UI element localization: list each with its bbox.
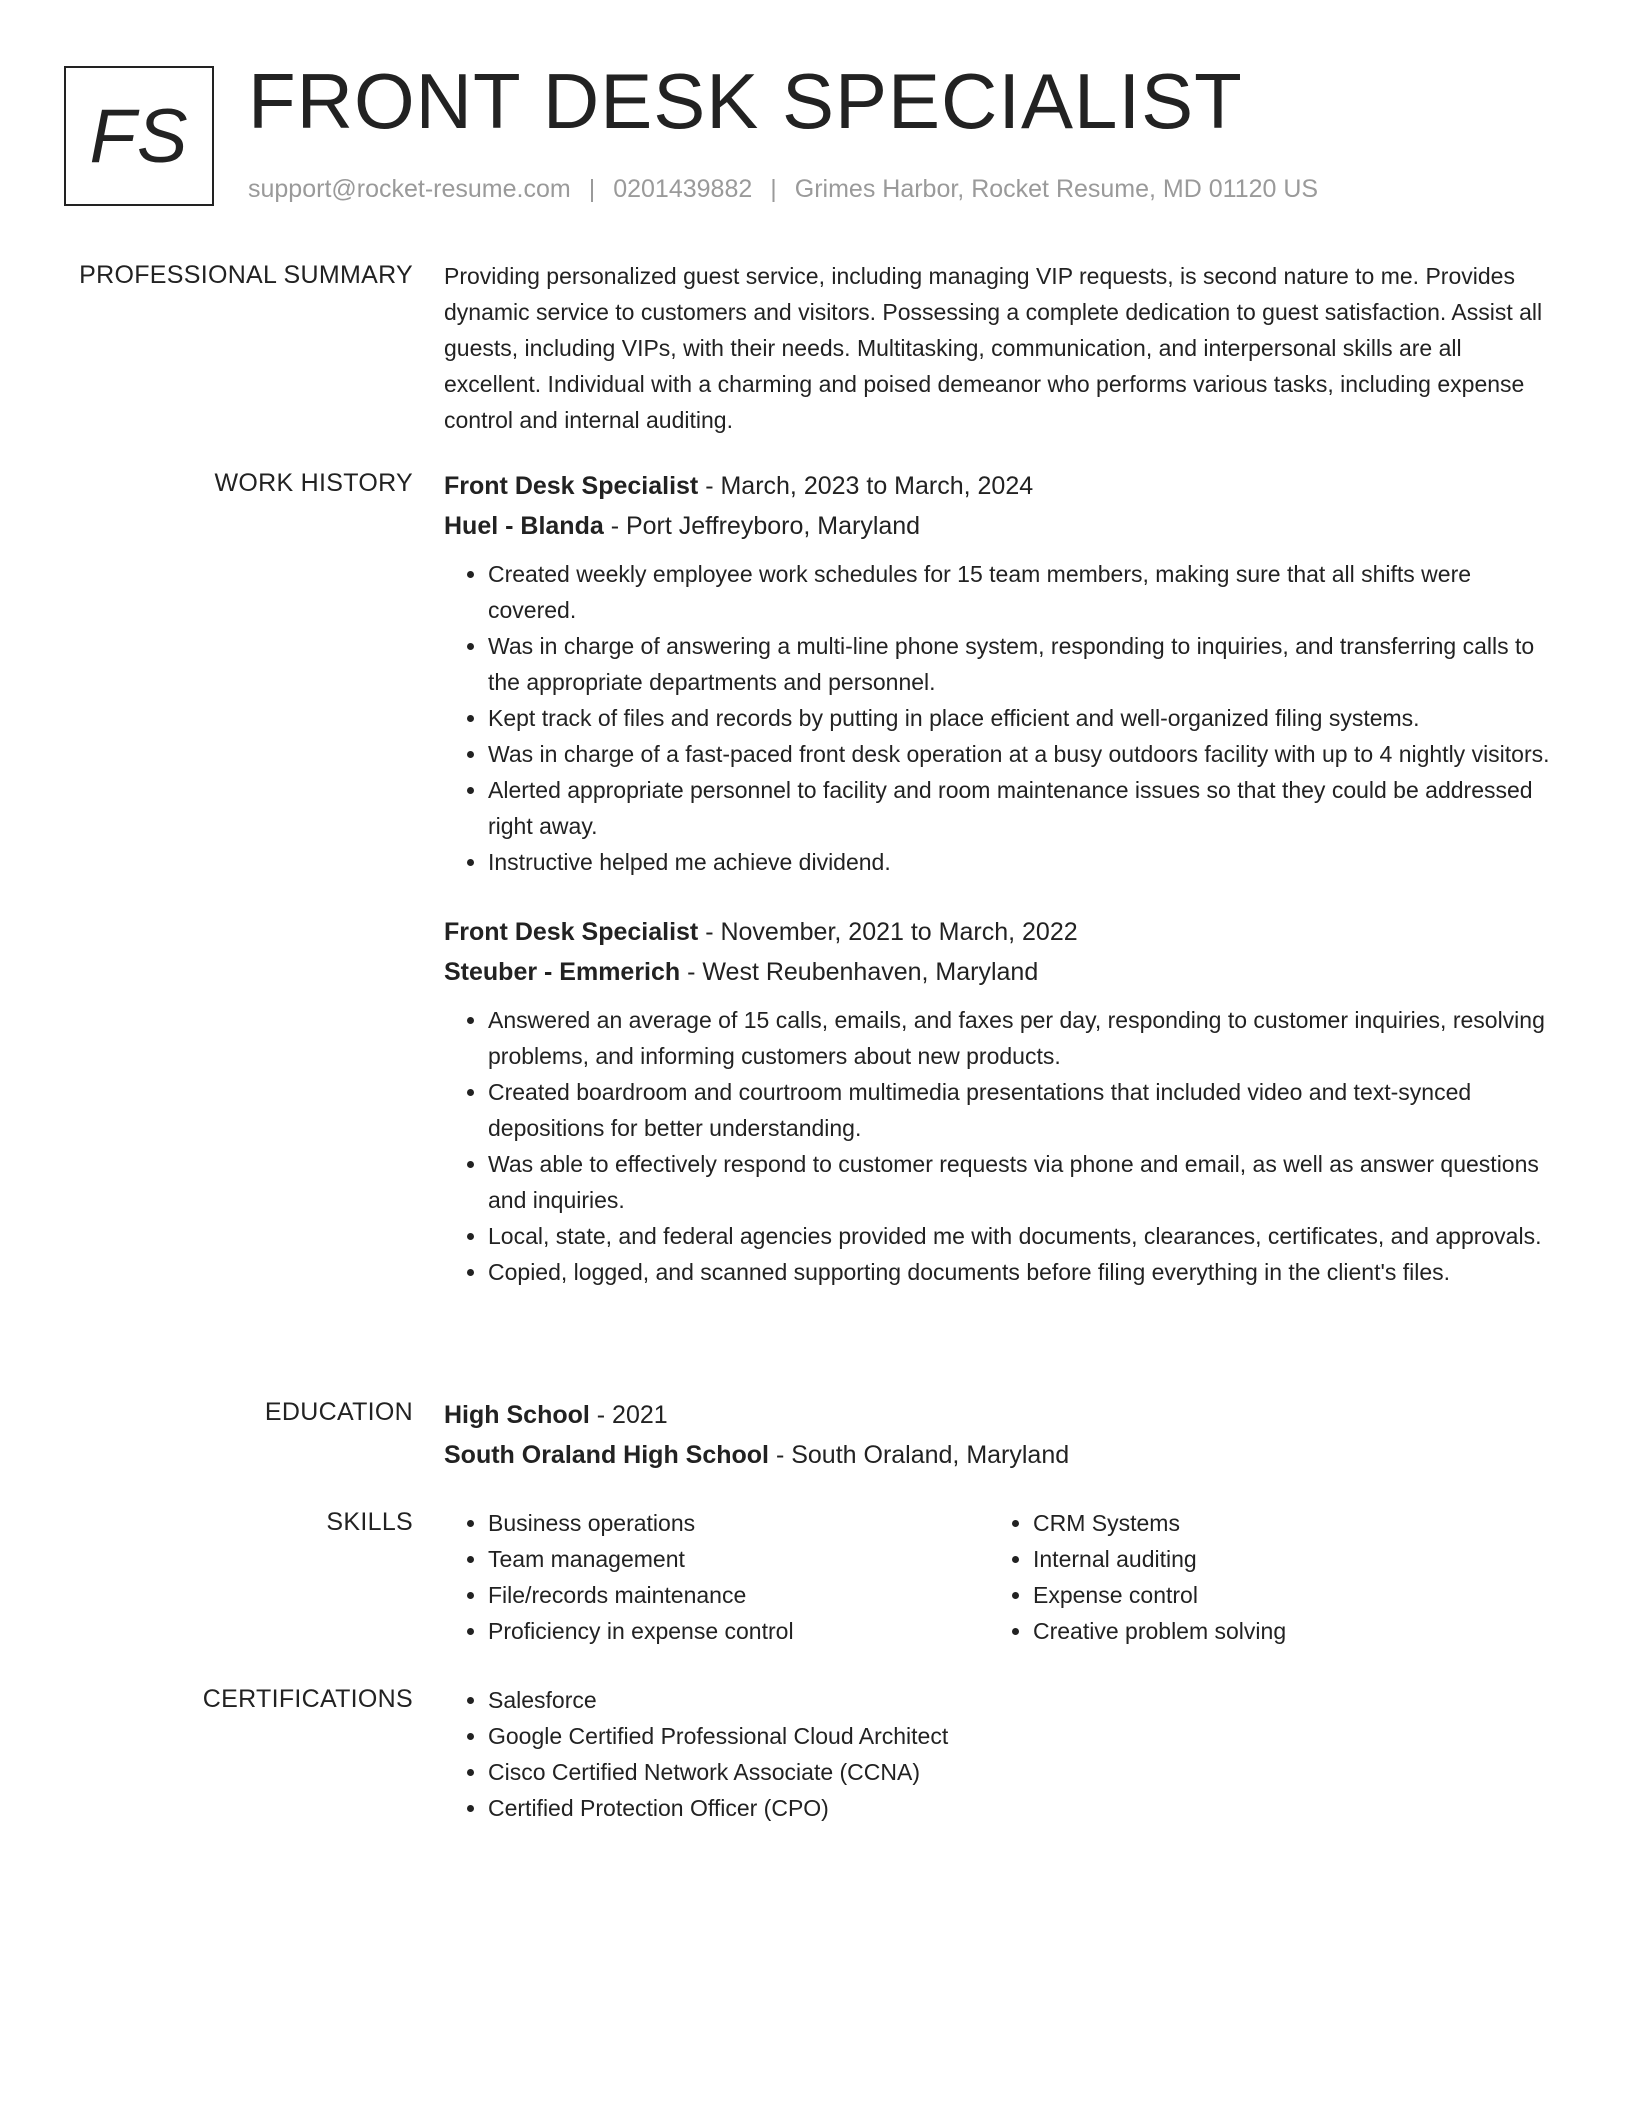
education-location: - South Oraland, Maryland — [769, 1441, 1070, 1469]
list-item: • Local, state, and federal agencies provided me with documents, clearances, certificates, and approvals. — [488, 1218, 1554, 1254]
section-title-summary: PROFESSIONAL SUMMARY — [79, 261, 413, 289]
section-title-skills: SKILLS — [326, 1508, 413, 1536]
list-item: • Copied, logged, and scanned supporting documents before filing everything in the client's files. — [488, 1254, 1554, 1290]
list-item: • Alerted appropriate personnel to facility and room maintenance issues so that they could be addressed right away. — [488, 772, 1554, 844]
education-degree-line — [444, 1395, 1554, 1435]
list-item: • Was in charge of answering a multi-line phone system, responding to inquiries, and transferring calls to the appropriate departments and personnel. — [488, 628, 1554, 700]
skills-body — [444, 1505, 1554, 1649]
monogram: FS — [64, 66, 214, 206]
skills-list-left — [444, 1505, 989, 1649]
list-item: • CRM Systems — [1033, 1505, 1534, 1541]
job-location: - Port Jeffreyboro, Maryland — [603, 512, 921, 540]
job-entry — [444, 466, 1554, 880]
education-year: - 2021 — [589, 1401, 668, 1429]
job-role: Front Desk Specialist — [444, 472, 699, 500]
page-title: FRONT DESK SPECIALIST — [248, 57, 1243, 145]
skills-list-right — [989, 1505, 1534, 1649]
skills-columns — [444, 1505, 1554, 1649]
summary-body — [444, 258, 1554, 438]
job-company-line — [444, 506, 1554, 546]
contact-separator: | — [770, 175, 777, 203]
contact-separator: | — [588, 175, 596, 203]
job-location: - West Reubenhaven, Maryland — [680, 958, 1039, 986]
list-item: • Certified Protection Officer (CPO) — [488, 1790, 1144, 1826]
job-dates: - November, 2021 to March, 2022 — [698, 918, 1078, 946]
list-item: • Google Certified Professional Cloud Architect — [488, 1718, 1144, 1754]
job-company-line — [444, 952, 1554, 992]
list-item: • Proficiency in expense control — [488, 1613, 989, 1649]
list-item: • Kept track of files and records by putting in place efficient and well-organized filing systems. — [488, 700, 1554, 736]
contact-email[interactable]: support@rocket-resume.com — [248, 175, 571, 203]
list-item: • Internal auditing — [1033, 1541, 1534, 1577]
job-title-line — [444, 466, 1554, 506]
contact-line — [248, 172, 1318, 206]
job-title-line — [444, 912, 1554, 952]
list-item: • Creative problem solving — [1033, 1613, 1534, 1649]
list-item: • Cisco Certified Network Associate (CCNA) — [488, 1754, 1144, 1790]
job-entry — [444, 912, 1554, 1290]
list-item: • Salesforce — [488, 1682, 1144, 1718]
section-title-education: EDUCATION — [264, 1398, 413, 1426]
list-item: • File/records maintenance — [488, 1577, 989, 1613]
education-degree: High School — [444, 1401, 590, 1429]
job-company: Steuber - Emmerich — [444, 958, 681, 986]
work-history-body — [444, 466, 1554, 1290]
list-item: • Answered an average of 15 calls, emails, and faxes per day, responding to customer inquiries, resolving problems, and informing customers about new products. — [488, 1002, 1554, 1074]
contact-phone: 0201439882 — [613, 175, 753, 203]
job-bullets — [444, 556, 1554, 880]
job-bullets — [444, 1002, 1554, 1290]
list-item: • Instructive helped me achieve dividend. — [488, 844, 1554, 880]
list-item: • Expense control — [1033, 1577, 1534, 1613]
job-company: Huel - Blanda — [444, 512, 604, 540]
list-item: • Created boardroom and courtroom multimedia presentations that included video and text-synced depositions for better understanding. — [488, 1074, 1554, 1146]
list-item: • Team management — [488, 1541, 989, 1577]
certifications-list — [444, 1682, 1144, 1826]
contact-address: Grimes Harbor, Rocket Resume, MD 01120 US — [794, 175, 1319, 203]
education-body — [444, 1395, 1554, 1475]
list-item: • Business operations — [488, 1505, 989, 1541]
section-title-work-history: WORK HISTORY — [214, 469, 413, 497]
section-title-certifications: CERTIFICATIONS — [202, 1685, 413, 1713]
list-item: • Created weekly employee work schedules for 15 team members, making sure that all shifts were covered. — [488, 556, 1554, 628]
job-dates: - March, 2023 to March, 2024 — [698, 472, 1034, 500]
education-school-line — [444, 1435, 1554, 1475]
summary-text: Providing personalized guest service, including managing VIP requests, is second nature to me. Provides dynamic service to customers and visitors. Possessing a complete dedication to guest satisfaction. Assist all guests, including VIPs, with their needs. Multitasking, communication, and interpersonal skills are all excellent. Individual with a charming and poised demeanor who performs various tasks, including expense control and internal auditing. — [444, 263, 1543, 433]
education-school: South Oraland High School — [444, 1441, 769, 1469]
list-item: • Was able to effectively respond to customer requests via phone and email, as well as answer questions and inquiries. — [488, 1146, 1554, 1218]
list-item: • Was in charge of a fast-paced front desk operation at a busy outdoors facility with up to 4 nightly visitors. — [488, 736, 1554, 772]
certifications-body — [444, 1682, 1554, 1826]
job-role: Front Desk Specialist — [444, 918, 699, 946]
